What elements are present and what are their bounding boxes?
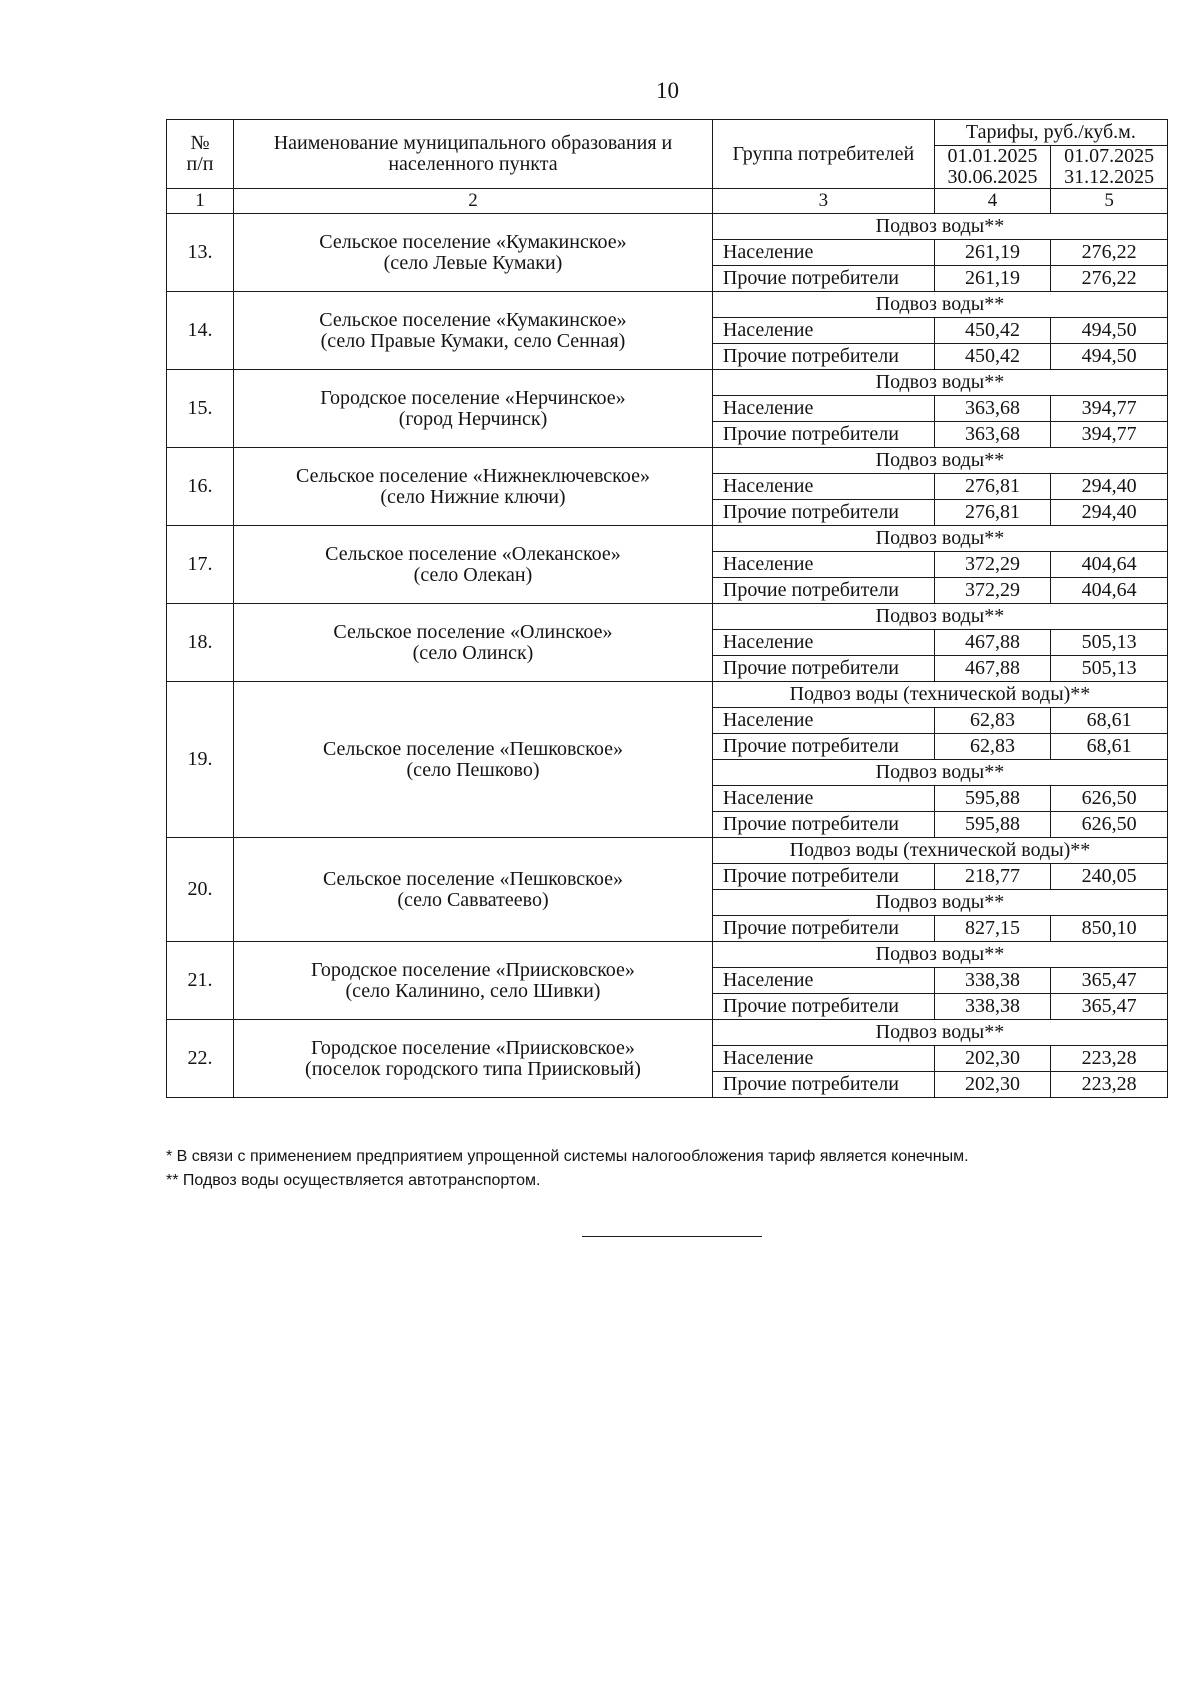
tariff-period-1-cell: 338,38	[934, 994, 1051, 1020]
header-tariffs: Тарифы, руб./куб.м.	[934, 120, 1167, 146]
consumer-group-cell: Прочие потребители	[712, 864, 934, 890]
header-number: № п/п	[167, 120, 234, 189]
section-title-row	[167, 292, 1168, 318]
consumer-group-cell: Население	[712, 786, 934, 812]
section-title: Подвоз воды**	[712, 370, 1167, 396]
tariff-period-2-cell: 68,61	[1051, 734, 1168, 760]
consumer-group-cell: Население	[712, 474, 934, 500]
consumer-group-cell: Население	[712, 708, 934, 734]
tariff-period-1-cell: 202,30	[934, 1046, 1051, 1072]
tariff-period-2-cell: 626,50	[1051, 812, 1168, 838]
tariff-period-1-cell: 595,88	[934, 786, 1051, 812]
consumer-group-cell: Население	[712, 318, 934, 344]
tariff-period-1-cell: 450,42	[934, 344, 1051, 370]
consumer-group-cell: Население	[712, 968, 934, 994]
section-title: Подвоз воды (технической воды)**	[712, 838, 1167, 864]
column-number: 5	[1051, 189, 1168, 214]
tariff-period-2-cell: 68,61	[1051, 708, 1168, 734]
tariff-period-2-cell: 276,22	[1051, 266, 1168, 292]
tariff-period-1-cell: 338,38	[934, 968, 1051, 994]
tariff-period-1-cell: 62,83	[934, 708, 1051, 734]
entry-number: 20.	[167, 838, 234, 942]
section-title-row	[167, 448, 1168, 474]
entry-municipality-name: Сельское поселение «Пешковское» (село Савватеево)	[234, 838, 713, 942]
tariff-period-1-cell: 261,19	[934, 240, 1051, 266]
section-title-row	[167, 838, 1168, 864]
column-number: 3	[712, 189, 934, 214]
tariff-period-1-cell: 595,88	[934, 812, 1051, 838]
entry-municipality-name: Сельское поселение «Кумакинское» (село Правые Кумаки, село Сенная)	[234, 292, 713, 370]
tariff-period-2-cell: 294,40	[1051, 500, 1168, 526]
column-numbering-row	[167, 189, 1168, 214]
tariff-period-2-cell: 494,50	[1051, 318, 1168, 344]
tariff-period-2-cell: 505,13	[1051, 656, 1168, 682]
consumer-group-cell: Прочие потребители	[712, 422, 934, 448]
tariff-period-2-cell: 223,28	[1051, 1046, 1168, 1072]
entry-number: 19.	[167, 682, 234, 838]
consumer-group-cell: Население	[712, 1046, 934, 1072]
entry-number: 22.	[167, 1020, 234, 1098]
consumer-group-cell: Прочие потребители	[712, 266, 934, 292]
tariff-period-1-cell: 363,68	[934, 396, 1051, 422]
section-title: Подвоз воды**	[712, 292, 1167, 318]
tariff-period-1-cell: 218,77	[934, 864, 1051, 890]
entry-municipality-name: Сельское поселение «Кумакинское» (село Левые Кумаки)	[234, 214, 713, 292]
section-title: Подвоз воды**	[712, 942, 1167, 968]
tariff-period-1-cell: 467,88	[934, 630, 1051, 656]
section-title: Подвоз воды**	[712, 526, 1167, 552]
section-title-row	[167, 370, 1168, 396]
consumer-group-cell: Прочие потребители	[712, 578, 934, 604]
consumer-group-cell: Прочие потребители	[712, 1072, 934, 1098]
section-title: Подвоз воды**	[712, 760, 1167, 786]
tariff-period-2-cell: 240,05	[1051, 864, 1168, 890]
tariff-table	[166, 119, 1168, 1098]
tariff-period-2-cell: 365,47	[1051, 994, 1168, 1020]
tariff-period-1-cell: 276,81	[934, 474, 1051, 500]
consumer-group-cell: Население	[712, 240, 934, 266]
table-body	[167, 214, 1168, 1098]
tariff-period-1-cell: 827,15	[934, 916, 1051, 942]
header-consumer-group: Группа потребителей	[712, 120, 934, 189]
entry-number: 18.	[167, 604, 234, 682]
tariff-period-2-cell: 294,40	[1051, 474, 1168, 500]
tariff-period-1-cell: 363,68	[934, 422, 1051, 448]
tariff-period-2-cell: 494,50	[1051, 344, 1168, 370]
tariff-period-1-cell: 276,81	[934, 500, 1051, 526]
column-number: 2	[234, 189, 713, 214]
header-period-2: 01.07.2025 31.12.2025	[1051, 146, 1168, 189]
tariff-period-2-cell: 394,77	[1051, 396, 1168, 422]
section-title: Подвоз воды**	[712, 890, 1167, 916]
tariff-period-1-cell: 372,29	[934, 578, 1051, 604]
tariff-period-2-cell: 505,13	[1051, 630, 1168, 656]
tariff-period-2-cell: 223,28	[1051, 1072, 1168, 1098]
section-title: Подвоз воды (технической воды)**	[712, 682, 1167, 708]
tariff-period-1-cell: 62,83	[934, 734, 1051, 760]
consumer-group-cell: Прочие потребители	[712, 916, 934, 942]
entry-municipality-name: Сельское поселение «Нижнеключевское» (село Нижние ключи)	[234, 448, 713, 526]
consumer-group-cell: Прочие потребители	[712, 344, 934, 370]
tariff-period-2-cell: 276,22	[1051, 240, 1168, 266]
consumer-group-cell: Население	[712, 630, 934, 656]
section-title: Подвоз воды**	[712, 214, 1167, 240]
tariff-period-1-cell: 372,29	[934, 552, 1051, 578]
entry-number: 21.	[167, 942, 234, 1020]
column-number: 1	[167, 189, 234, 214]
section-title-row	[167, 942, 1168, 968]
entry-municipality-name: Городское поселение «Приисковское» (село Калинино, село Шивки)	[234, 942, 713, 1020]
consumer-group-cell: Население	[712, 552, 934, 578]
entry-number: 13.	[167, 214, 234, 292]
footnote: * В связи с применением предприятием упрощенной системы налогообложения тариф является конечным.	[166, 1148, 969, 1165]
footnotes	[166, 1145, 1168, 1193]
tariff-period-1-cell: 261,19	[934, 266, 1051, 292]
tariff-period-1-cell: 202,30	[934, 1072, 1051, 1098]
tariff-period-2-cell: 626,50	[1051, 786, 1168, 812]
entry-number: 15.	[167, 370, 234, 448]
entry-municipality-name: Сельское поселение «Олинское» (село Олинск)	[234, 604, 713, 682]
page-number: 10	[656, 78, 679, 103]
entry-municipality-name: Сельское поселение «Олеканское» (село Олекан)	[234, 526, 713, 604]
consumer-group-cell: Прочие потребители	[712, 734, 934, 760]
tariff-period-1-cell: 467,88	[934, 656, 1051, 682]
tariff-period-2-cell: 394,77	[1051, 422, 1168, 448]
section-title-row	[167, 1020, 1168, 1046]
end-rule	[582, 1236, 762, 1237]
tariff-period-2-cell: 404,64	[1051, 578, 1168, 604]
section-title-row	[167, 526, 1168, 552]
column-number: 4	[934, 189, 1051, 214]
section-title-row	[167, 214, 1168, 240]
footnote: ** Подвоз воды осуществляется автотранспортом.	[166, 1172, 541, 1189]
tariff-period-2-cell: 850,10	[1051, 916, 1168, 942]
entry-municipality-name: Городское поселение «Приисковское» (поселок городского типа Приисковый)	[234, 1020, 713, 1098]
entry-number: 14.	[167, 292, 234, 370]
table-header	[167, 120, 1168, 214]
consumer-group-cell: Прочие потребители	[712, 994, 934, 1020]
consumer-group-cell: Прочие потребители	[712, 812, 934, 838]
entry-municipality-name: Городское поселение «Нерчинское» (город Нерчинск)	[234, 370, 713, 448]
section-title: Подвоз воды**	[712, 1020, 1167, 1046]
header-municipality: Наименование муниципального образования и населенного пункта	[234, 120, 713, 189]
tariff-period-2-cell: 404,64	[1051, 552, 1168, 578]
consumer-group-cell: Население	[712, 396, 934, 422]
section-title-row	[167, 604, 1168, 630]
header-period-1: 01.01.2025 30.06.2025	[934, 146, 1051, 189]
section-title-row	[167, 682, 1168, 708]
consumer-group-cell: Прочие потребители	[712, 500, 934, 526]
entry-number: 17.	[167, 526, 234, 604]
section-title: Подвоз воды**	[712, 604, 1167, 630]
entry-number: 16.	[167, 448, 234, 526]
tariff-period-1-cell: 450,42	[934, 318, 1051, 344]
consumer-group-cell: Прочие потребители	[712, 656, 934, 682]
section-title: Подвоз воды**	[712, 448, 1167, 474]
entry-municipality-name: Сельское поселение «Пешковское» (село Пешково)	[234, 682, 713, 838]
tariff-period-2-cell: 365,47	[1051, 968, 1168, 994]
